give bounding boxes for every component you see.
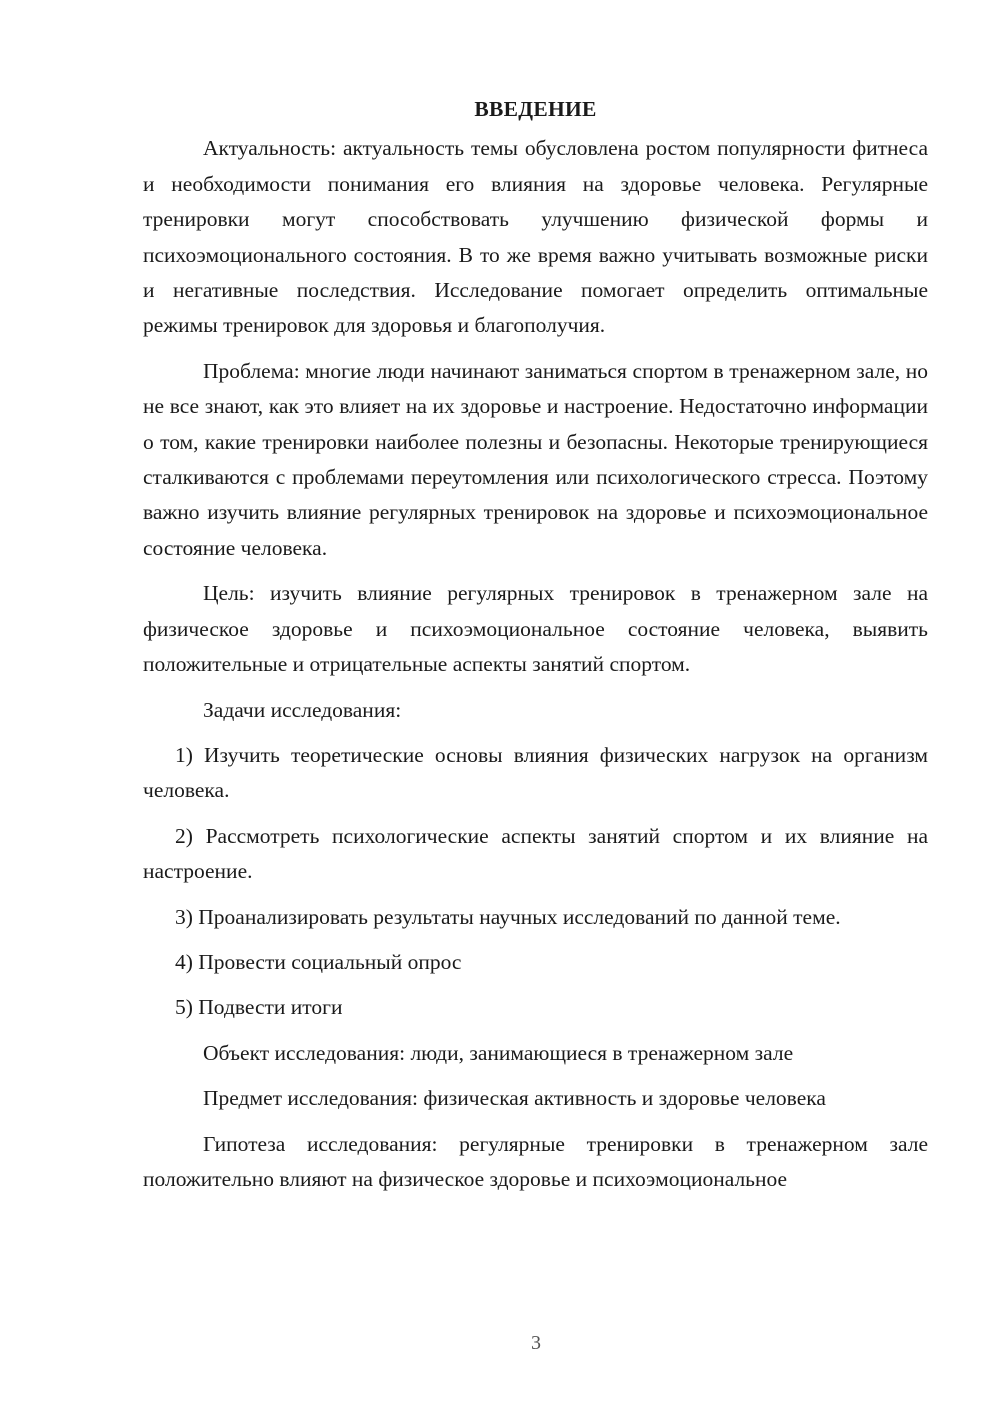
task-item-2: 2) Рассмотреть психологические аспекты занятий спортом и их влияние на настроение. [143, 823, 928, 884]
task-item-3: 3) Проанализировать результаты научных исследований по данной теме. [175, 904, 841, 929]
task-item-1: 1) Изучить теоретические основы влияния физических нагрузок на организм человека. [143, 742, 928, 803]
task-item-4: 4) Провести социальный опрос [175, 949, 462, 974]
paragraph-subject: Предмет исследования: физическая активность и здоровье человека [203, 1086, 826, 1111]
paragraph-object: Объект исследования: люди, занимающиеся в тренажерном зале [203, 1040, 794, 1065]
paragraph-goal: Цель: изучить влияние регулярных тренировок в тренажерном зале на физическое здоровье и психоэмоциональное состояние человека, выявить положительные и отрицательные аспекты занятий спортом. [143, 581, 928, 677]
paragraph-problem: Проблема: многие люди начинают заниматься спортом в тренажерном зале, но не все знают, как это влияет на их здоровье и настроение. Недостаточно информации о том, какие тренировки наиболее полезны и безопасны. Некоторые тренирующиеся сталкиваются с проблемами переутомления или психологического стресса. Поэтому важно изучить влияние регулярных тренировок на здоровье и психоэмоциональное состояние человека. [143, 358, 928, 560]
paragraph-tasks-heading: Задачи исследования: [203, 697, 402, 722]
task-item-5: 5) Подвести итоги [175, 995, 343, 1020]
paragraph-hypothesis: Гипотеза исследования: регулярные тренировки в тренажерном зале положительно влияют на физическое здоровье и психоэмоциональное [143, 1131, 928, 1191]
paragraph-relevance: Актуальность: актуальность темы обусловлена ростом популярности фитнеса и необходимости понимания его влияния на здоровье человека. Регулярные тренировки могут способствовать улучшению физической формы и психоэмоционального состояния. В то же время важно учитывать возможные риски и негативные последствия. Исследование помогает определить оптимальные режимы тренировок для здоровья и благополучия. [143, 136, 928, 338]
page-content [143, 92, 928, 1207]
page-number: 3 [531, 1332, 541, 1354]
section-title: ВВЕДЕНИЕ [474, 97, 597, 121]
